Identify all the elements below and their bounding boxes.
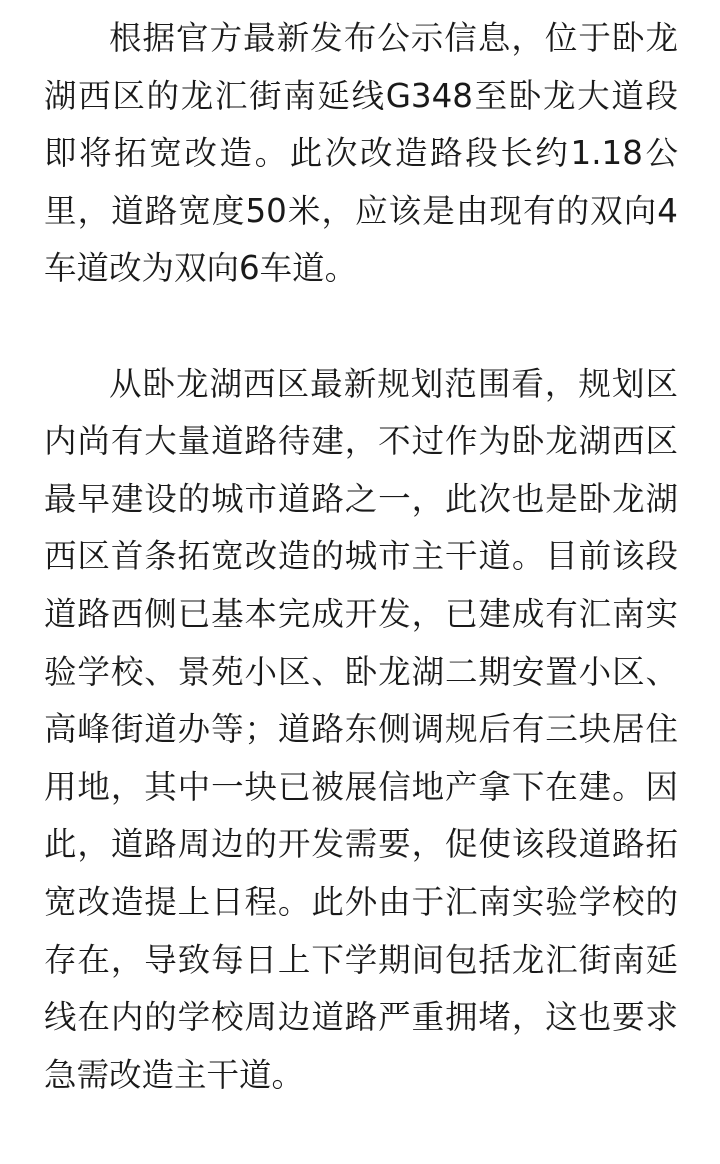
article-body — [44, 10, 678, 1104]
article-paragraph-1: 根据官方最新发布公示信息，位于卧龙湖西区的龙汇街南延线G348至卧龙大道段即将拓宽改造。此次改造路段长约1.18公里，道路宽度50米，应该是由现有的双向4车道改为双向6车道。 — [44, 19, 678, 288]
article-paragraph-2: 从卧龙湖西区最新规划范围看，规划区内尚有大量道路待建，不过作为卧龙湖西区最早建设的城市道路之一，此次也是卧龙湖西区首条拓宽改造的城市主干道。目前该段道路西侧已基本完成开发，已建成有汇南实验学校、景苑小区、卧龙湖二期安置小区、高峰街道办等；道路东侧调规后有三块居住用地，其中一块已被展信地产拿下在建。因此，道路周边的开发需要，促使该段道路拓宽改造提上日程。此外由于汇南实验学校的存在，导致每日上下学期间包括龙汇街南延线在内的学校周边道路严重拥堵，这也要求急需改造主干道。 — [44, 364, 678, 1094]
